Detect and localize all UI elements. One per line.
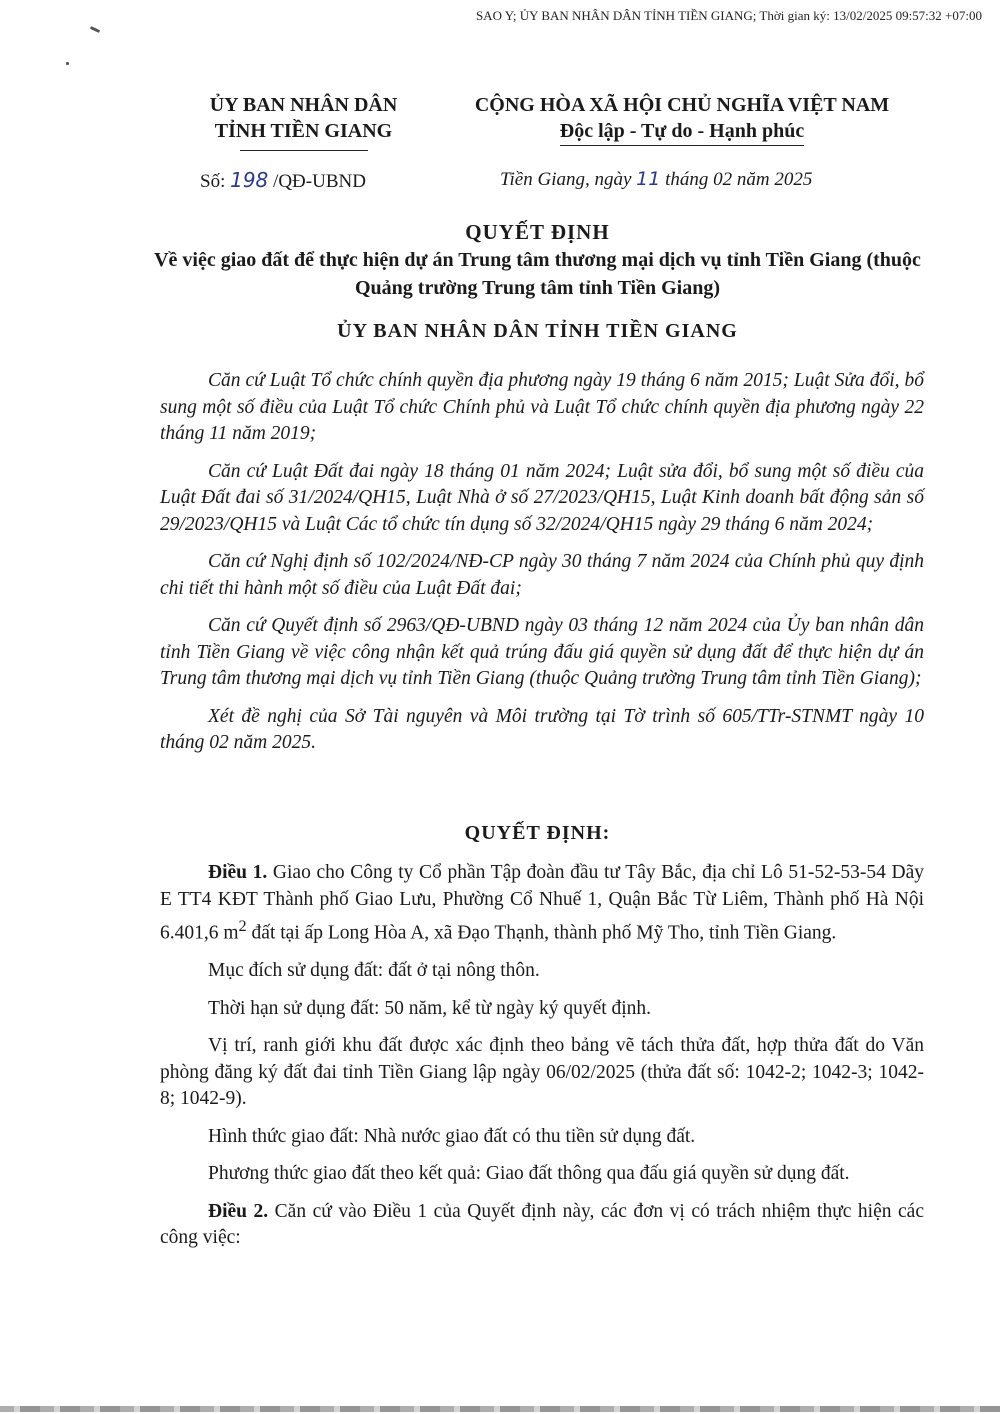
preamble-paragraph: Căn cứ Quyết định số 2963/QĐ-UBND ngày 03 tháng 12 năm 2024 của Ủy ban nhân dân tỉnh Tiền Giang về việc công nhận kết quả trúng đấu giá quyền sử dụng đất để thực hiện dự án Trung tâm thương mại dịch vụ tỉnh Tiền Giang (thuộc Quảng trường Trung tâm tỉnh Tiền Giang); — [160, 615, 924, 689]
article-1-paragraph: Mục đích sử dụng đất: đất ở tại nông thôn. — [208, 960, 540, 981]
document-title: QUYẾT ĐỊNH — [465, 220, 610, 244]
nation-line-1: CỘNG HÒA XÃ HỘI CHỦ NGHĨA VIỆT NAM — [474, 94, 890, 116]
scan-edge — [0, 1406, 1000, 1412]
article-1-label: Điều 1. — [208, 862, 268, 883]
article-1 — [160, 860, 924, 947]
scan-speck — [90, 26, 100, 33]
article-1-text-end: đất tại ấp Long Hòa A, xã Đạo Thạnh, thành phố Mỹ Tho, tỉnh Tiền Giang. — [246, 922, 837, 944]
date-before: Tiền Giang, ngày — [500, 169, 632, 190]
document-subtitle: Về việc giao đất để thực hiện dự án Trung tâm thương mại dịch vụ tỉnh Tiền Giang (thuộc Quảng trường Trung tâm tỉnh Tiền Giang) — [154, 249, 921, 299]
motto: Độc lập - Tự do - Hạnh phúc — [560, 118, 804, 146]
number-prefix: Số: — [200, 171, 226, 192]
scan-speck — [66, 62, 69, 65]
authority-heading: ỦY BAN NHÂN DÂN TỈNH TIỀN GIANG — [337, 320, 738, 342]
document-number — [200, 168, 366, 193]
article-1-paragraph: Thời hạn sử dụng đất: 50 năm, kể từ ngày ký quyết định. — [208, 997, 652, 1019]
preamble-paragraph: Căn cứ Luật Đất đai ngày 18 tháng 01 năm 2024; Luật sửa đổi, bổ sung một số điều của Luật Đất đai số 31/2024/QH15, Luật Nhà ở số 27/2023/QH15, Luật Kinh doanh bất động sản số 29/2023/QH15 và Luật Các tổ chức tín dụng số 32/2024/QH15 ngày 29 tháng 6 năm 2024; — [160, 460, 924, 535]
handwritten-day: 11 — [636, 168, 661, 190]
article-1-paragraph: Hình thức giao đất: Nhà nước giao đất có thu tiền sử dụng đất. — [208, 1125, 696, 1147]
article-1-paragraph: Phương thức giao đất theo kết quả: Giao đất thông qua đấu giá quyền sử dụng đất. — [208, 1163, 850, 1184]
article-1-paragraph: Vị trí, ranh giới khu đất được xác định theo bảng vẽ tách thửa đất, hợp thửa đất do Văn phòng đăng ký đất đai tỉnh Tiền Giang lập ngày 06/02/2025 (thửa đất số: 1042-2; 1042-3; 1042-8; 1042-9). — [160, 1035, 924, 1109]
articles — [160, 860, 924, 1263]
number-suffix: /QĐ-UBND — [273, 171, 366, 192]
decision-heading: QUYẾT ĐỊNH: — [464, 822, 611, 844]
digital-signature-stamp: SAO Y; ỦY BAN NHÂN DÂN TỈNH TIỀN GIANG; Thời gian ký: 13/02/2025 09:57:32 +07:00 — [475, 8, 982, 23]
date-after: tháng 02 năm 2025 — [665, 169, 813, 190]
article-2-label: Điều 2. — [208, 1200, 269, 1222]
article-1-text: Giao cho Công ty Cổ phần Tập đoàn đầu tư Tây Bắc, địa chỉ Lô 51-52-53-54 Dãy E TT4 KĐT Thành phố Giao Lưu, Phường Cổ Nhuế 1, Quận Bắc Từ Liêm, Thành phố Hà Nội 6.401,6 m — [160, 862, 924, 944]
agency-underline — [240, 150, 368, 151]
preamble — [160, 368, 924, 768]
handwritten-number: 198 — [230, 168, 269, 192]
article-2 — [160, 1199, 924, 1252]
issue-date — [500, 168, 812, 191]
preamble-paragraph: Căn cứ Nghị định số 102/2024/NĐ-CP ngày 30 tháng 7 năm 2024 của Chính phủ quy định chi tiết thi hành một số điều của Luật Đất đai; — [160, 551, 924, 599]
area-unit-exponent: 2 — [238, 917, 247, 935]
preamble-paragraph: Xét đề nghị của Sở Tài nguyên và Môi trường tại Tờ trình số 605/TTr-STNMT ngày 10 tháng 02 năm 2025. — [160, 705, 924, 753]
issuing-agency — [176, 92, 431, 151]
agency-line-1: ỦY BAN NHÂN DÂN — [209, 94, 398, 116]
article-2-text: Căn cứ vào Điều 1 của Quyết định này, các đơn vị có trách nhiệm thực hiện các công việc: — [160, 1200, 924, 1248]
national-header — [432, 92, 932, 146]
agency-line-2: TỈNH TIỀN GIANG — [214, 120, 393, 142]
preamble-paragraph: Căn cứ Luật Tổ chức chính quyền địa phương ngày 19 tháng 6 năm 2015; Luật Sửa đổi, bổ sung một số điều của Luật Tổ chức Chính phủ và Luật Tổ chức chính quyền địa phương ngày 22 tháng 11 năm 2019; — [160, 370, 924, 444]
